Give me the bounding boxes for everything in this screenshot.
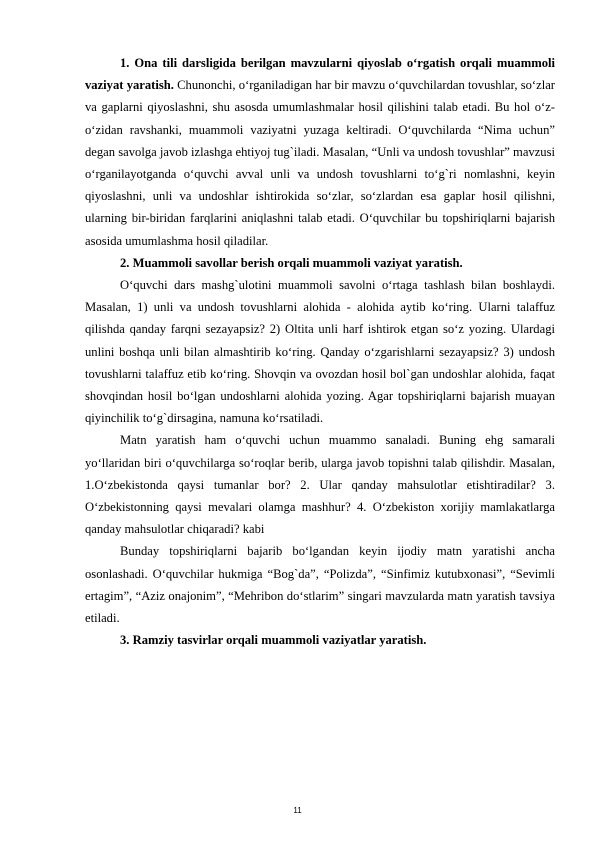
section-1-text: Chunonchi, o‘rganiladigan har bir mavzu o‘quvchilardan tovushlar, so‘zlar va gaplarni qiyoslashni, shu asosda umumlashmalar hosil qilishini talab etadi. Bu hol o‘z-o‘zidan ravshanki, muammoli vaziyatni yuzaga keltiradi. O‘quvchilarda “Nima uchun” degan savolga javob izlashga ehtiyoj tug`iladi. Masalan, “Unli va undosh tovushlar” mavzusi o‘rganilayotganda o‘quvchi avval unli va undosh tovushlarni to‘g`ri nomlashni, keyin qiyoslashni, unli va undoshlar ishtirokida so‘zlar, so‘zlardan esa gaplar hosil qilishni, ularning bir-biridan farqlarini aniqlashni talab etadi. O‘quvchilar bu topshiriqlarni bajarish asosida umumlashma hosil qiladilar. [85, 78, 555, 248]
section-2-heading: 2. Muammoli savollar berish orqali muammoli vaziyat yaratish. [120, 255, 463, 270]
section-1-heading: 1. Ona tili darsligida berilgan mavzularni qiyoslab o‘rgatish orqali muammoli vaziyat yaratish. [85, 56, 555, 93]
section-3-heading: 3. Ramziy tasvirlar orqali muammoli vaziyatlar yaratish. [120, 633, 427, 648]
page-number: 11 [293, 806, 302, 815]
paragraph-section-2-3: Bunday topshiriqlarni bajarib bo‘lgandan keyin ijodiy matn yaratishi ancha osonlashadi. O‘quvchilar hukmiga “Bog`da”, “Polizda”, “Sinfimiz kutubxonasi”, “Sevimli ertagim”, “Aziz onajonim”, “Mehribon do‘stlarim” singari mavzularda matn yaratish tavsiya etiladi. [85, 544, 555, 626]
document-body [85, 52, 555, 651]
paragraph-section-2-2: Matn yaratish ham o‘quvchi uchun muammo sanaladi. Buning ehg samarali yo‘llaridan biri o‘quvchilarga so‘roqlar berib, ularga javob topishni talab qilishdir. Masalan, 1.O‘zbekistonda qaysi tumanlar bor? 2. Ular qanday mahsulotlar etishtiradilar? 3. O‘zbekistonning qaysi mevalari olamga mashhur? 4. O‘zbekiston xorijiy mamlakatlarga qanday mahsulotlar chiqaradi? kabi [85, 433, 555, 537]
paragraph-section-1 [85, 52, 555, 252]
paragraph-section-2-1: O‘quvchi dars mashg`ulotini muammoli savolni o‘rtaga tashlash bilan boshlaydi. Masalan, 1) unli va undosh tovushlarni alohida - alohida aytib ko‘ring. Ularni talaffuz qilishda qanday farqni sezayapsiz? 2) Oltita unli harf ishtirok etgan so‘z yozing. Ulardagi unlini boshqa unli bilan almashtirib ko‘ring. Qanday o‘zgarishlarni sezayapsiz? 3) undosh tovushlarni talaffuz etib ko‘ring. Shovqin va ovozdan hosil bol`gan undoshlar alohida, faqat shovqindan hosil bo‘lgan undoshlarni alohida yozing. Agar topshiriqlarni bajarish muayan qiyinchilik to‘g`dirsagina, namuna ko‘rsatiladi. [85, 278, 555, 426]
